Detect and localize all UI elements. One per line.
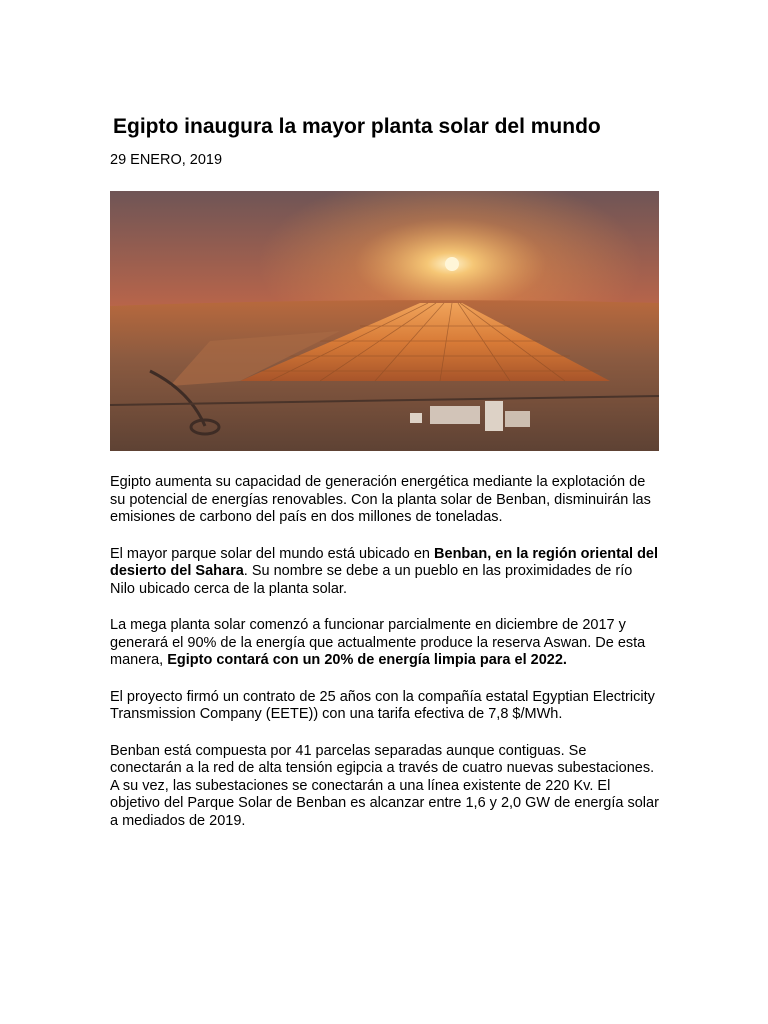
article-paragraph [110, 689, 660, 724]
paragraph-text: Egipto aumenta su capacidad de generación energética mediante la explotación de su potencial de energías renovables. Con la planta solar de Benban, disminuirán las emisiones de carbono del país en dos millones de toneladas. [110, 474, 651, 525]
paragraph-text: La mega planta solar comenzó a funcionar parcialmente en diciembre de 2017 y generará el 90% de la energía que actualmente produce la reserva Aswan. De esta manera, [110, 617, 646, 668]
solar-plant-photo [110, 191, 659, 451]
article-title: Egipto inaugura la mayor planta solar del mundo [113, 115, 601, 138]
article-body [110, 474, 660, 849]
article-paragraph [110, 474, 660, 527]
paragraph-text: . Su nombre se debe a un pueblo en las proximidades de río Nilo ubicado cerca de la planta solar. [110, 563, 633, 597]
article-date: 29 ENERO, 2019 [110, 152, 223, 168]
bold-text: Egipto contará con un 20% de energía limpia para el 2022. [167, 652, 567, 668]
article-paragraph [110, 743, 660, 831]
sun-icon [445, 257, 459, 271]
article-paragraph [110, 617, 660, 670]
paragraph-text: Benban está compuesta por 41 parcelas separadas aunque contiguas. Se conectarán a la red de alta tensión egipcia a través de cuatro nuevas subestaciones. A su vez, las subestaciones se conectarán a una línea existente de 220 Kv. El objetivo del Parque Solar de Benban es alcanzar entre 1,6 y 2,0 GW de energía solar a mediados de 2019. [110, 742, 659, 829]
bold-text: Benban, en la región oriental del desierto del Sahara [110, 545, 659, 579]
paragraph-text: El proyecto firmó un contrato de 25 años con la compañía estatal Egyptian Electricity Transmission Company (EETE)) con una tarifa efectiva de 7,8 $/MWh. [110, 688, 655, 722]
paragraph-text: El mayor parque solar del mundo está ubicado en [110, 545, 435, 562]
article-paragraph [110, 546, 660, 599]
